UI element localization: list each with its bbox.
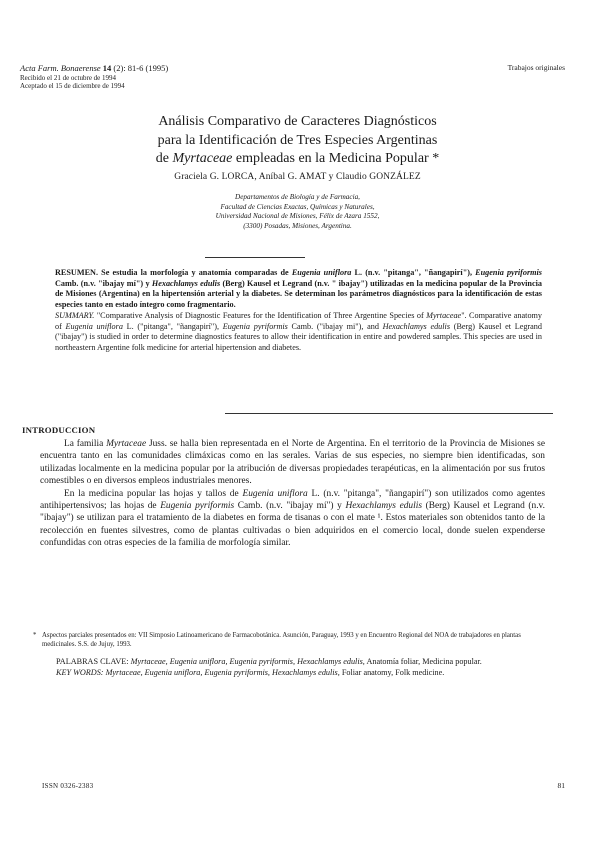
- palabras-clave: PALABRAS CLAVE: Myrtaceae, Eugenia uniflora, Eugenia pyriformis, Hexachlamys edulis, Anatomía foliar, Medicina popular.: [56, 657, 482, 666]
- key-words: KEY WORDS: Myrtaceae, Eugenia uniflora, Eugenia pyriformis, Hexachlamys edulis, Foliar anatomy, Folk medicine.: [56, 667, 445, 677]
- section-heading-introduccion: INTRODUCCION: [22, 425, 96, 435]
- intro-paragraph-2: En la medicina popular las hojas y tallos de Eugenia uniflora L. (n.v. "pitanga", "ñangapirí") son utilizados como agentes antihipertensivos; las hojas de Eugenia pyriformis Camb. (n.v. "ibajay mí") y Hexachlamys edulis (Berg) Kausel et Legrand (n.v. "ibajay") se utilizan para el tratamiento de la diabetes en forma de tisanas o con el mate ¹. Estos materiales son obtenidos tanto de la recolección en fuentes silvestres, como de plantas cultivadas o bien adquiridos en el comercio local, donde suelen expenderse confundidas con otras especies de la familia de morfología similar.: [40, 488, 545, 549]
- journal-issue-pages: (2): 81-6 (1995): [113, 63, 169, 73]
- abstract: [55, 268, 542, 353]
- title-line-1: Análisis Comparativo de Caracteres Diagnósticos: [158, 114, 437, 129]
- footnote: [33, 631, 547, 649]
- authors: Graciela G. LORCA, Aníbal G. AMAT y Claudio GONZÁLEZ: [174, 172, 421, 182]
- summary: SUMMARY. "Comparative Analysis of Diagnostic Features for the Identification of Three Argentine Species of Myrtaceae". Comparative anatomy of Eugenia uniflora L. ("pitanga", "ñangapirí"), Eugenia pyriformis Camb. ("ibajay mi"), and Hexachlamys edulis (Berg) Kausel et Legrand ("ibajay") is studied in order to determine diagnostics features to allow their identification in entire and powdered samples. This species are used in northeastern Argentine folk medicine for arterial hipertension and diabetes.: [55, 311, 542, 352]
- journal-header: [20, 63, 168, 90]
- affiliation: Departamentos de Biología y de Farmacia, Facultad de Ciencias Exactas, Químicas y Naturales, Universidad Nacional de Misiones, Félix de Azara 1552, (3300) Posadas, Misiones, Argentina.: [215, 193, 380, 230]
- paper-title: [40, 113, 555, 169]
- accepted-date: Aceptado el 15 de diciembre de 1994: [20, 82, 125, 90]
- footnote-text: Aspectos parciales presentados en: VII Simposio Latinoamericano de Farmacobotánica. Asunción, Paraguay, 1993 y en Encuentro Regional del NOA de trabajadores en plantas medicinales. S.S. de Jujuy, 1993.: [42, 632, 521, 648]
- received-date: Recibido el 21 de octubre de 1994: [20, 74, 117, 82]
- keywords: [56, 657, 546, 678]
- intro-paragraph-1: La familia Myrtaceae Juss. se halla bien representada en el Norte de Argentina. En el territorio de la Provincia de Misiones se encuentra tanto en las comunidades climáxicas como en las serales. Varias de sus especies, no siempre bien identificadas, son utilizadas localmente en la medicina popular por la atribución de diversas propiedades terapéuticas, en la alimentación por sus frutos comestibles o en diversos empleos industriales menores.: [40, 439, 545, 487]
- intro-body: [40, 438, 545, 550]
- top-divider: [205, 257, 305, 258]
- title-line-2: para la Identificación de Tres Especies Argentinas: [157, 132, 438, 148]
- title-line-3: de Myrtaceae empleadas en la Medicina Popular *: [155, 151, 440, 166]
- issn: ISSN 0326-2383: [42, 782, 94, 790]
- footnote-mark: *: [33, 632, 37, 639]
- page-number: 81: [557, 781, 565, 790]
- section-label: Trabajos originales: [507, 63, 565, 72]
- journal-volume: 14: [102, 63, 112, 73]
- bottom-divider: [225, 413, 553, 414]
- journal-name: Acta Farm. Bonaerense: [20, 63, 101, 73]
- resumen: RESUMEN. Se estudia la morfología y anatomía comparadas de Eugenia uniflora L. (n.v. "pitanga", "ñangapirí"), Eugenia pyriformis Camb. (n.v. "ibajay mí") y Hexachlamys edulis (Berg) Kausel et Legrand (n.v. " ibajay") utilizadas en la medicina popular de la Provincia de Misiones (Argentina) en la hipertensión arterial y la diabetes. Se determinan los parámetros diagnósticos para la identificación de estas especies tanto en estado íntegro como fragmentario.: [55, 268, 542, 309]
